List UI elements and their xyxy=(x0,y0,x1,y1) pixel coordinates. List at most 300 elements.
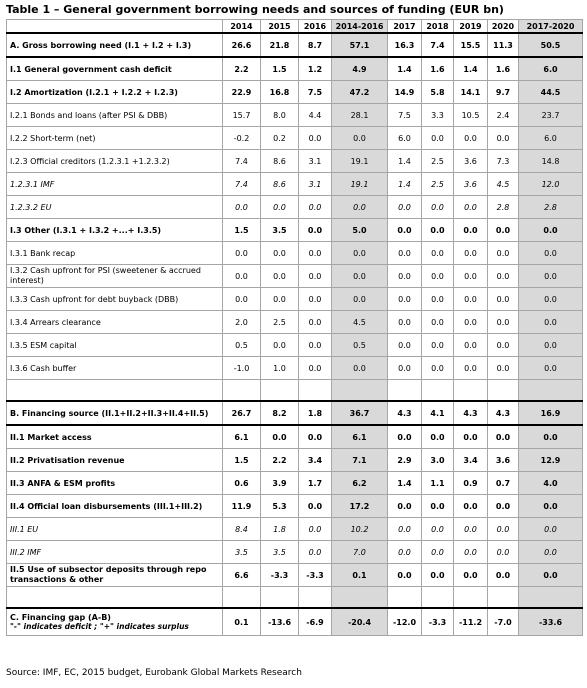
value-cell: 6.2 xyxy=(332,472,388,495)
row-label: I.2.1 Bonds and loans (after PSI & DBB) xyxy=(7,104,223,127)
value-cell: 0.0 xyxy=(488,242,519,265)
value-cell: 0.6 xyxy=(223,472,261,495)
spacer-cell xyxy=(488,587,519,609)
value-cell: 0.0 xyxy=(223,242,261,265)
value-cell: 8.6 xyxy=(261,173,299,196)
value-cell: 0.9 xyxy=(454,472,488,495)
value-cell: 0.0 xyxy=(422,265,454,288)
value-cell: 1.8 xyxy=(261,518,299,541)
table-row xyxy=(7,81,583,104)
value-cell: 2.9 xyxy=(388,449,422,472)
value-cell: 0.0 xyxy=(299,334,332,357)
value-cell: 15.5 xyxy=(454,33,488,57)
row-label: III.2 IMF xyxy=(7,541,223,564)
value-cell: 0.1 xyxy=(332,564,388,587)
value-cell: 6.0 xyxy=(388,127,422,150)
value-cell: 0.0 xyxy=(488,127,519,150)
value-cell: 0.0 xyxy=(454,242,488,265)
value-cell: -33.6 xyxy=(519,608,583,636)
value-cell: 3.9 xyxy=(261,472,299,495)
table-row xyxy=(7,242,583,265)
spacer-cell xyxy=(299,587,332,609)
value-cell: 0.0 xyxy=(519,357,583,380)
borrowing-table xyxy=(6,19,583,636)
value-cell: 8.2 xyxy=(261,401,299,425)
table-row xyxy=(7,401,583,425)
value-cell: 0.0 xyxy=(422,219,454,242)
value-cell: 0.0 xyxy=(388,541,422,564)
value-cell: 3.6 xyxy=(488,449,519,472)
row-label: II.5 Use of subsector deposits through repo transactions & other xyxy=(7,564,223,587)
value-cell: 1.6 xyxy=(422,57,454,81)
value-cell: 0.0 xyxy=(261,196,299,219)
value-cell: 0.0 xyxy=(519,541,583,564)
spacer-cell xyxy=(454,587,488,609)
value-cell: 0.0 xyxy=(422,357,454,380)
value-cell: 0.0 xyxy=(388,265,422,288)
value-cell: 1.4 xyxy=(388,150,422,173)
table-row xyxy=(7,518,583,541)
value-cell: 0.0 xyxy=(519,564,583,587)
value-cell: 10.2 xyxy=(332,518,388,541)
value-cell: 1.6 xyxy=(488,57,519,81)
value-cell: 4.5 xyxy=(332,311,388,334)
value-cell: 2.5 xyxy=(422,173,454,196)
value-cell: 1.4 xyxy=(454,57,488,81)
value-cell: 14.1 xyxy=(454,81,488,104)
spacer-cell xyxy=(422,587,454,609)
value-cell: 0.0 xyxy=(388,288,422,311)
value-cell: 22.9 xyxy=(223,81,261,104)
value-cell: 5.3 xyxy=(261,495,299,518)
value-cell: 0.0 xyxy=(454,564,488,587)
value-cell: 5.8 xyxy=(422,81,454,104)
value-cell: 16.9 xyxy=(519,401,583,425)
value-cell: 2.2 xyxy=(223,57,261,81)
value-cell: 0.0 xyxy=(488,311,519,334)
value-cell: 7.0 xyxy=(332,541,388,564)
row-label: II.4 Official loan disbursements (III.1+III.2) xyxy=(7,495,223,518)
value-cell: 44.5 xyxy=(519,81,583,104)
table-body xyxy=(7,20,583,636)
value-cell: 1.5 xyxy=(223,219,261,242)
value-cell: 0.0 xyxy=(223,288,261,311)
value-cell: 17.2 xyxy=(332,495,388,518)
spacer-cell xyxy=(488,380,519,402)
value-cell: 4.4 xyxy=(299,104,332,127)
value-cell: 0.0 xyxy=(519,495,583,518)
row-label: I.2 Amortization (I.2.1 + I.2.2 + I.2.3) xyxy=(7,81,223,104)
value-cell: -7.0 xyxy=(488,608,519,636)
value-cell: 0.0 xyxy=(299,518,332,541)
table-row xyxy=(7,219,583,242)
row-label: 1.2.3.2 EU xyxy=(7,196,223,219)
value-cell: 3.1 xyxy=(299,150,332,173)
row-label: I.1 General government cash deficit xyxy=(7,57,223,81)
value-cell: 4.9 xyxy=(332,57,388,81)
value-cell: 0.0 xyxy=(299,265,332,288)
value-cell: 0.0 xyxy=(261,334,299,357)
value-cell: 0.0 xyxy=(422,196,454,219)
header-cell: 2017 xyxy=(388,20,422,34)
value-cell: 2.5 xyxy=(422,150,454,173)
row-label: I.3.2 Cash upfront for PSI (sweetener & accrued interest) xyxy=(7,265,223,288)
value-cell: 14.8 xyxy=(519,150,583,173)
value-cell: 19.1 xyxy=(332,173,388,196)
value-cell: 19.1 xyxy=(332,150,388,173)
header-cell: 2016 xyxy=(299,20,332,34)
row-label: I.3.4 Arrears clearance xyxy=(7,311,223,334)
header-cell xyxy=(7,20,223,34)
value-cell: 0.0 xyxy=(488,425,519,449)
value-cell: 0.0 xyxy=(519,334,583,357)
table-row xyxy=(7,173,583,196)
value-cell: 57.1 xyxy=(332,33,388,57)
value-cell: 0.0 xyxy=(388,425,422,449)
value-cell: 0.0 xyxy=(488,219,519,242)
spacer-cell xyxy=(388,587,422,609)
table-row xyxy=(7,288,583,311)
value-cell: 0.0 xyxy=(519,518,583,541)
value-cell: -12.0 xyxy=(388,608,422,636)
value-cell: 0.0 xyxy=(422,495,454,518)
value-cell: 1.5 xyxy=(261,57,299,81)
spacer-cell xyxy=(422,380,454,402)
table-row xyxy=(7,334,583,357)
spacer-row xyxy=(7,587,583,609)
table-row xyxy=(7,57,583,81)
value-cell: 50.5 xyxy=(519,33,583,57)
value-cell: -13.6 xyxy=(261,608,299,636)
value-cell: 2.8 xyxy=(488,196,519,219)
value-cell: 7.3 xyxy=(488,150,519,173)
header-cell: 2015 xyxy=(261,20,299,34)
value-cell: 4.1 xyxy=(422,401,454,425)
value-cell: 7.5 xyxy=(299,81,332,104)
value-cell: -20.4 xyxy=(332,608,388,636)
value-cell: 0.0 xyxy=(454,265,488,288)
value-cell: 2.2 xyxy=(261,449,299,472)
value-cell: 0.0 xyxy=(519,265,583,288)
value-cell: 0.0 xyxy=(519,425,583,449)
value-cell: 0.0 xyxy=(454,334,488,357)
value-cell: 5.0 xyxy=(332,219,388,242)
spacer-row xyxy=(7,380,583,402)
value-cell: 0.0 xyxy=(332,288,388,311)
value-cell: 1.8 xyxy=(299,401,332,425)
value-cell: 1.4 xyxy=(388,57,422,81)
value-cell: 0.0 xyxy=(454,196,488,219)
value-cell: 3.4 xyxy=(299,449,332,472)
table-row xyxy=(7,541,583,564)
spacer-cell xyxy=(519,380,583,402)
row-label: I.3.1 Bank recap xyxy=(7,242,223,265)
value-cell: 8.0 xyxy=(261,104,299,127)
value-cell: -0.2 xyxy=(223,127,261,150)
value-cell: 23.7 xyxy=(519,104,583,127)
value-cell: 16.3 xyxy=(388,33,422,57)
value-cell: 9.7 xyxy=(488,81,519,104)
value-cell: 0.0 xyxy=(332,127,388,150)
spacer-cell xyxy=(261,587,299,609)
value-cell: 0.0 xyxy=(422,334,454,357)
value-cell: 0.0 xyxy=(388,518,422,541)
table-row xyxy=(7,150,583,173)
value-cell: 26.7 xyxy=(223,401,261,425)
value-cell: 14.9 xyxy=(388,81,422,104)
value-cell: 0.0 xyxy=(299,311,332,334)
value-cell: 0.0 xyxy=(454,518,488,541)
value-cell: 0.0 xyxy=(299,242,332,265)
table-row xyxy=(7,127,583,150)
spacer-cell xyxy=(7,587,223,609)
header-cell: 2014 xyxy=(223,20,261,34)
value-cell: 7.1 xyxy=(332,449,388,472)
value-cell: 0.0 xyxy=(332,265,388,288)
value-cell: 0.0 xyxy=(261,425,299,449)
value-cell: 0.0 xyxy=(488,357,519,380)
value-cell: 0.0 xyxy=(422,242,454,265)
value-cell: 0.0 xyxy=(488,518,519,541)
value-cell: 7.4 xyxy=(223,150,261,173)
spacer-cell xyxy=(388,380,422,402)
value-cell: 11.3 xyxy=(488,33,519,57)
value-cell: 0.0 xyxy=(488,541,519,564)
value-cell: 0.0 xyxy=(454,127,488,150)
value-cell: 0.0 xyxy=(388,495,422,518)
value-cell: 4.3 xyxy=(388,401,422,425)
value-cell: 0.0 xyxy=(388,564,422,587)
value-cell: 0.0 xyxy=(261,242,299,265)
row-label: I.2.3 Official creditors (1.2.3.1 +1.2.3.2) xyxy=(7,150,223,173)
value-cell: 8.4 xyxy=(223,518,261,541)
spacer-cell xyxy=(332,380,388,402)
spacer-cell xyxy=(261,380,299,402)
header-cell: 2019 xyxy=(454,20,488,34)
value-cell: 8.7 xyxy=(299,33,332,57)
value-cell: 1.4 xyxy=(388,173,422,196)
value-cell: 6.1 xyxy=(223,425,261,449)
spacer-cell xyxy=(7,380,223,402)
value-cell: 7.4 xyxy=(422,33,454,57)
value-cell: 2.5 xyxy=(261,311,299,334)
value-cell: 0.0 xyxy=(299,425,332,449)
value-cell: 3.0 xyxy=(422,449,454,472)
table-row xyxy=(7,495,583,518)
value-cell: 0.0 xyxy=(388,357,422,380)
value-cell: 4.3 xyxy=(454,401,488,425)
value-cell: 0.0 xyxy=(299,495,332,518)
value-cell: 0.0 xyxy=(332,242,388,265)
table-row xyxy=(7,265,583,288)
value-cell: 28.1 xyxy=(332,104,388,127)
value-cell: 6.1 xyxy=(332,425,388,449)
value-cell: -3.3 xyxy=(261,564,299,587)
value-cell: 0.0 xyxy=(454,541,488,564)
value-cell: 4.3 xyxy=(488,401,519,425)
table-title: Table 1 – General government borrowing needs and sources of funding (EUR bn) xyxy=(6,3,504,16)
value-cell: 0.0 xyxy=(388,242,422,265)
spacer-cell xyxy=(519,587,583,609)
value-cell: 0.0 xyxy=(332,196,388,219)
value-cell: 2.4 xyxy=(488,104,519,127)
value-cell: 0.0 xyxy=(422,564,454,587)
header-cell: 2018 xyxy=(422,20,454,34)
value-cell: 0.0 xyxy=(488,265,519,288)
value-cell: -6.9 xyxy=(299,608,332,636)
table-row xyxy=(7,425,583,449)
value-cell: 3.6 xyxy=(454,150,488,173)
value-cell: 6.0 xyxy=(519,127,583,150)
value-cell: 1.0 xyxy=(261,357,299,380)
header-cell: 2020 xyxy=(488,20,519,34)
row-label: I.3.3 Cash upfront for debt buyback (DBB) xyxy=(7,288,223,311)
value-cell: 0.0 xyxy=(388,196,422,219)
value-cell: -3.3 xyxy=(422,608,454,636)
value-cell: 0.0 xyxy=(422,518,454,541)
value-cell: 47.2 xyxy=(332,81,388,104)
value-cell: 0.0 xyxy=(332,357,388,380)
value-cell: 12.0 xyxy=(519,173,583,196)
table-row xyxy=(7,564,583,587)
value-cell: 8.6 xyxy=(261,150,299,173)
row-label: I.3 Other (I.3.1 + I.3.2 +...+ I.3.5) xyxy=(7,219,223,242)
header-cell: 2017-2020 xyxy=(519,20,583,34)
value-cell: 0.0 xyxy=(388,219,422,242)
value-cell: 0.0 xyxy=(299,196,332,219)
value-cell: 0.0 xyxy=(422,288,454,311)
row-label: I.3.6 Cash buffer xyxy=(7,357,223,380)
value-cell: 1.1 xyxy=(422,472,454,495)
value-cell: 2.8 xyxy=(519,196,583,219)
header-row xyxy=(7,20,583,34)
value-cell: 0.0 xyxy=(299,288,332,311)
value-cell: 0.0 xyxy=(422,311,454,334)
value-cell: 0.0 xyxy=(454,311,488,334)
value-cell: 0.0 xyxy=(454,219,488,242)
financing-gap-row xyxy=(7,608,583,636)
value-cell: 26.6 xyxy=(223,33,261,57)
value-cell: 0.0 xyxy=(519,242,583,265)
value-cell: 11.9 xyxy=(223,495,261,518)
value-cell: 0.0 xyxy=(388,334,422,357)
value-cell: 0.0 xyxy=(488,564,519,587)
value-cell: 0.0 xyxy=(422,425,454,449)
value-cell: 0.0 xyxy=(299,219,332,242)
spacer-cell xyxy=(223,380,261,402)
value-cell: 0.0 xyxy=(488,288,519,311)
value-cell: 0.7 xyxy=(488,472,519,495)
table-row xyxy=(7,311,583,334)
value-cell: 1.7 xyxy=(299,472,332,495)
value-cell: 0.0 xyxy=(299,357,332,380)
value-cell: 0.0 xyxy=(261,288,299,311)
value-cell: 0.0 xyxy=(454,357,488,380)
row-label: A. Gross borrowing need (I.1 + I.2 + I.3) xyxy=(7,33,223,57)
value-cell: 6.0 xyxy=(519,57,583,81)
value-cell: 0.0 xyxy=(488,495,519,518)
spacer-cell xyxy=(454,380,488,402)
row-label: II.1 Market access xyxy=(7,425,223,449)
value-cell: -1.0 xyxy=(223,357,261,380)
value-cell: 0.5 xyxy=(332,334,388,357)
value-cell: 0.0 xyxy=(454,288,488,311)
value-cell: 0.2 xyxy=(261,127,299,150)
table-row xyxy=(7,196,583,219)
row-label: I.2.2 Short-term (net) xyxy=(7,127,223,150)
value-cell: 16.8 xyxy=(261,81,299,104)
value-cell: 0.0 xyxy=(223,196,261,219)
value-cell: 0.0 xyxy=(388,311,422,334)
value-cell: 10.5 xyxy=(454,104,488,127)
table-row xyxy=(7,104,583,127)
value-cell: 12.9 xyxy=(519,449,583,472)
table-row xyxy=(7,33,583,57)
value-cell: 0.0 xyxy=(519,311,583,334)
table-row xyxy=(7,472,583,495)
value-cell: 21.8 xyxy=(261,33,299,57)
value-cell: 3.5 xyxy=(261,219,299,242)
row-label: I.3.5 ESM capital xyxy=(7,334,223,357)
row-label xyxy=(7,608,223,636)
value-cell: 0.0 xyxy=(422,127,454,150)
row-label: III.1 EU xyxy=(7,518,223,541)
value-cell: 0.0 xyxy=(299,127,332,150)
value-cell: 0.0 xyxy=(454,495,488,518)
value-cell: 3.3 xyxy=(422,104,454,127)
value-cell: 0.5 xyxy=(223,334,261,357)
value-cell: 2.0 xyxy=(223,311,261,334)
value-cell: 0.0 xyxy=(261,265,299,288)
gap-note: "-" indicates deficit ; "+" indicates surplus xyxy=(10,622,189,631)
value-cell: 0.0 xyxy=(299,541,332,564)
value-cell: 3.5 xyxy=(261,541,299,564)
value-cell: 6.6 xyxy=(223,564,261,587)
value-cell: 0.1 xyxy=(223,608,261,636)
value-cell: 4.5 xyxy=(488,173,519,196)
source-note: Source: IMF, EC, 2015 budget, Eurobank Global Markets Research xyxy=(6,668,302,678)
value-cell: 0.0 xyxy=(422,541,454,564)
spacer-cell xyxy=(299,380,332,402)
row-label: II.2 Privatisation revenue xyxy=(7,449,223,472)
value-cell: -3.3 xyxy=(299,564,332,587)
value-cell: 3.4 xyxy=(454,449,488,472)
spacer-cell xyxy=(332,587,388,609)
row-label: 1.2.3.1 IMF xyxy=(7,173,223,196)
header-cell: 2014-2016 xyxy=(332,20,388,34)
value-cell: 1.4 xyxy=(388,472,422,495)
row-label: II.3 ANFA & ESM profits xyxy=(7,472,223,495)
gap-label: C. Financing gap (A-B) xyxy=(10,613,111,622)
value-cell: 0.0 xyxy=(223,265,261,288)
value-cell: 0.0 xyxy=(488,334,519,357)
value-cell: 3.1 xyxy=(299,173,332,196)
value-cell: 15.7 xyxy=(223,104,261,127)
value-cell: 36.7 xyxy=(332,401,388,425)
value-cell: 4.0 xyxy=(519,472,583,495)
spacer-cell xyxy=(223,587,261,609)
value-cell: 7.5 xyxy=(388,104,422,127)
value-cell: 3.6 xyxy=(454,173,488,196)
value-cell: -11.2 xyxy=(454,608,488,636)
table-row xyxy=(7,357,583,380)
value-cell: 0.0 xyxy=(454,425,488,449)
value-cell: 3.5 xyxy=(223,541,261,564)
table-row xyxy=(7,449,583,472)
value-cell: 1.5 xyxy=(223,449,261,472)
value-cell: 0.0 xyxy=(519,219,583,242)
value-cell: 1.2 xyxy=(299,57,332,81)
